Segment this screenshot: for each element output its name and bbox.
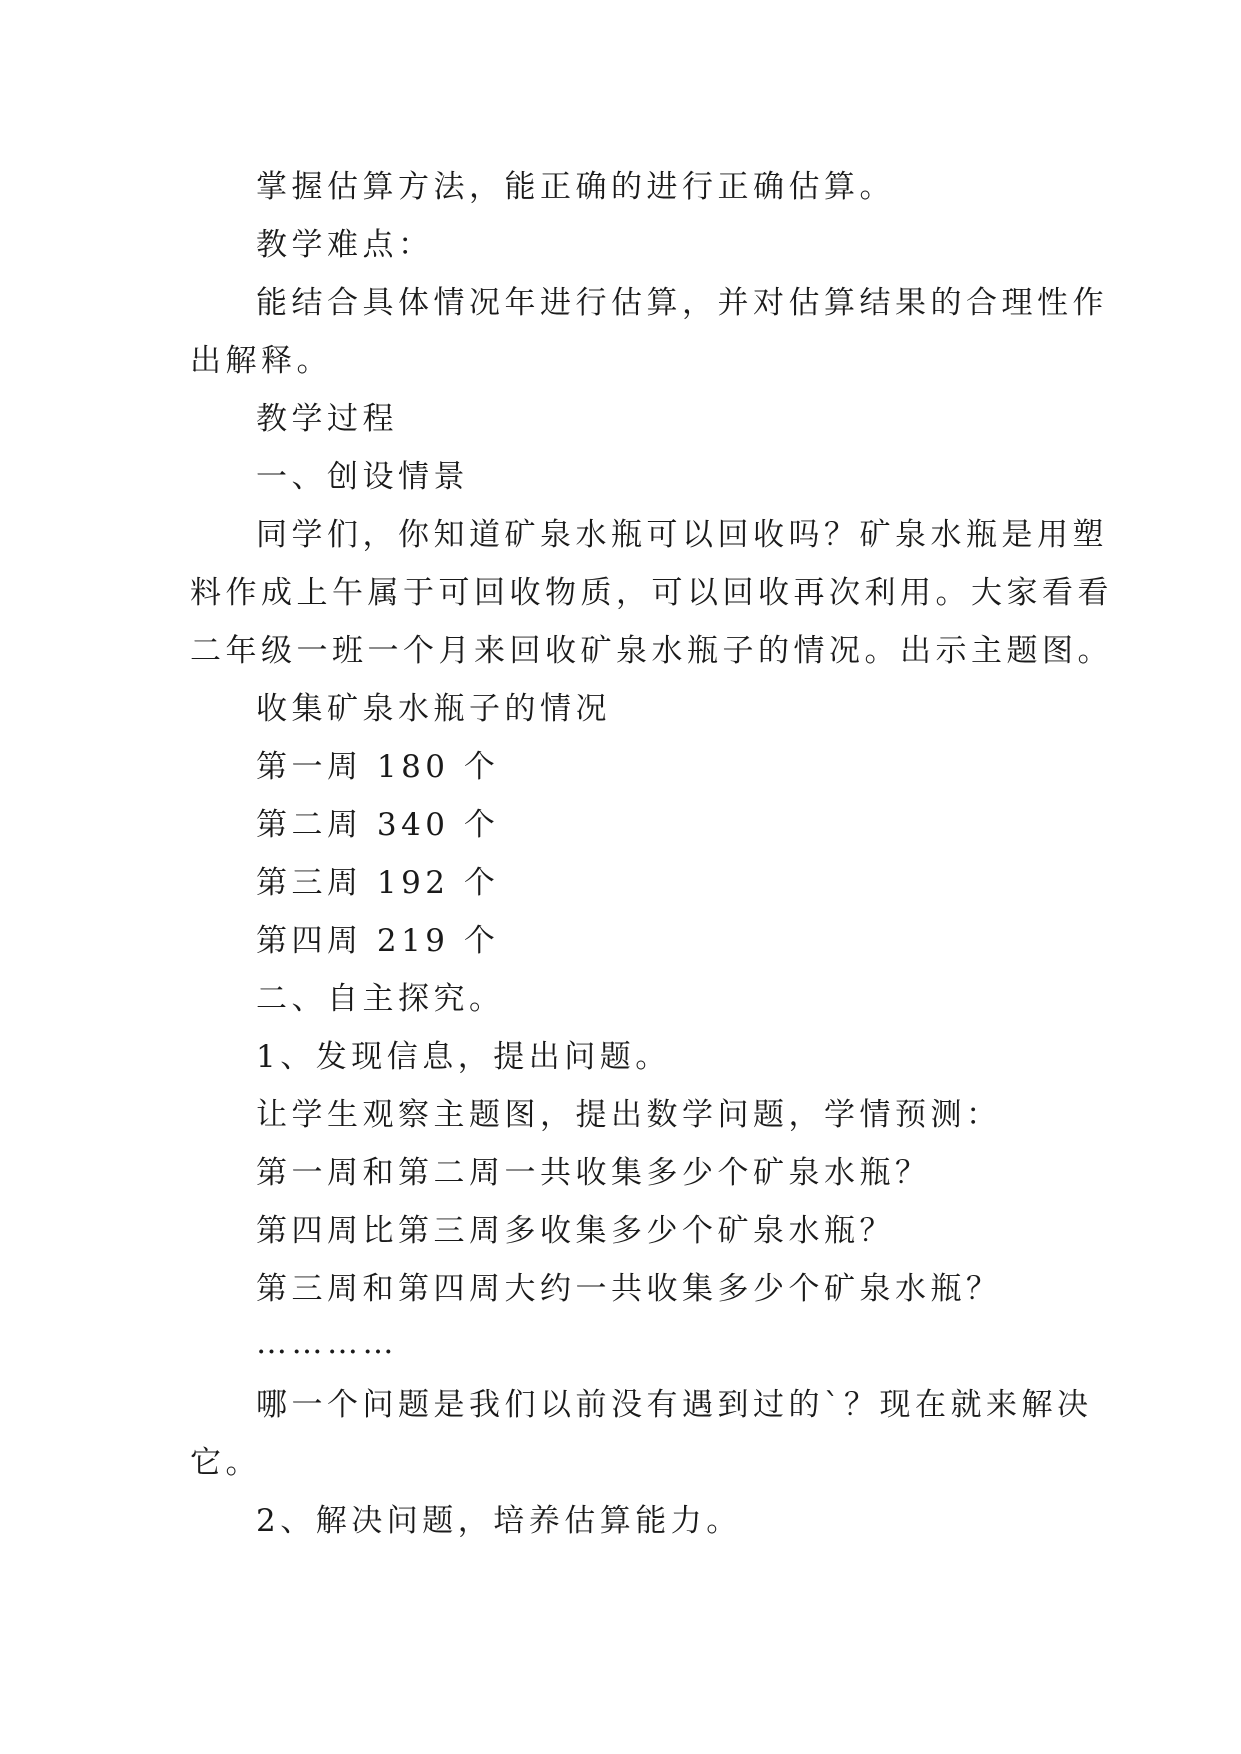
text-line-key-point: 掌握估算方法，能正确的进行正确估算。 (256, 169, 895, 205)
text-line-question-1: 第一周和第二周一共收集多少个矿泉水瓶？ (256, 1155, 931, 1191)
text-line-week-4: 第四周 219 个 (256, 923, 500, 959)
heading-section-2: 二、自主探究。 (256, 981, 505, 1017)
text-line-question-2: 第四周比第三周多收集多少个矿泉水瓶？ (256, 1213, 895, 1249)
text-line-question-3: 第三周和第四周大约一共收集多少个矿泉水瓶？ (256, 1271, 1002, 1307)
text-line-ellipsis: ………… (256, 1325, 398, 1361)
text-line-difficulty-1: 能结合具体情况年进行估算，并对估算结果的合理性作 (256, 285, 1108, 321)
text-line-week-3: 第三周 192 个 (256, 865, 500, 901)
text-line-new-problem-2: 它。 (190, 1445, 261, 1481)
text-line-week-1: 第一周 180 个 (256, 749, 500, 785)
heading-section-1: 一、创设情景 (256, 459, 469, 495)
text-line-week-2: 第二周 340 个 (256, 807, 500, 843)
text-line-new-problem-1: 哪一个问题是我们以前没有遇到过的`？现在就来解决 (256, 1387, 1093, 1423)
text-line-intro-3: 二年级一班一个月来回收矿泉水瓶子的情况。出示主题图。 (190, 633, 1113, 669)
heading-teaching-process: 教学过程 (256, 401, 398, 437)
text-line-difficulty-2: 出解释。 (190, 343, 332, 379)
text-line-step-1: 1、发现信息，提出问题。 (256, 1039, 671, 1075)
text-line-step-2: 2、解决问题，培养估算能力。 (256, 1503, 742, 1539)
text-line-intro-1: 同学们，你知道矿泉水瓶可以回收吗？矿泉水瓶是用塑 (256, 517, 1108, 553)
text-line-collection-title: 收集矿泉水瓶子的情况 (256, 691, 611, 727)
text-line-observe: 让学生观察主题图，提出数学问题，学情预测： (256, 1097, 1002, 1133)
heading-teaching-difficulty: 教学难点： (256, 227, 434, 263)
text-line-intro-2: 料作成上午属于可回收物质，可以回收再次利用。大家看看 (190, 575, 1113, 611)
